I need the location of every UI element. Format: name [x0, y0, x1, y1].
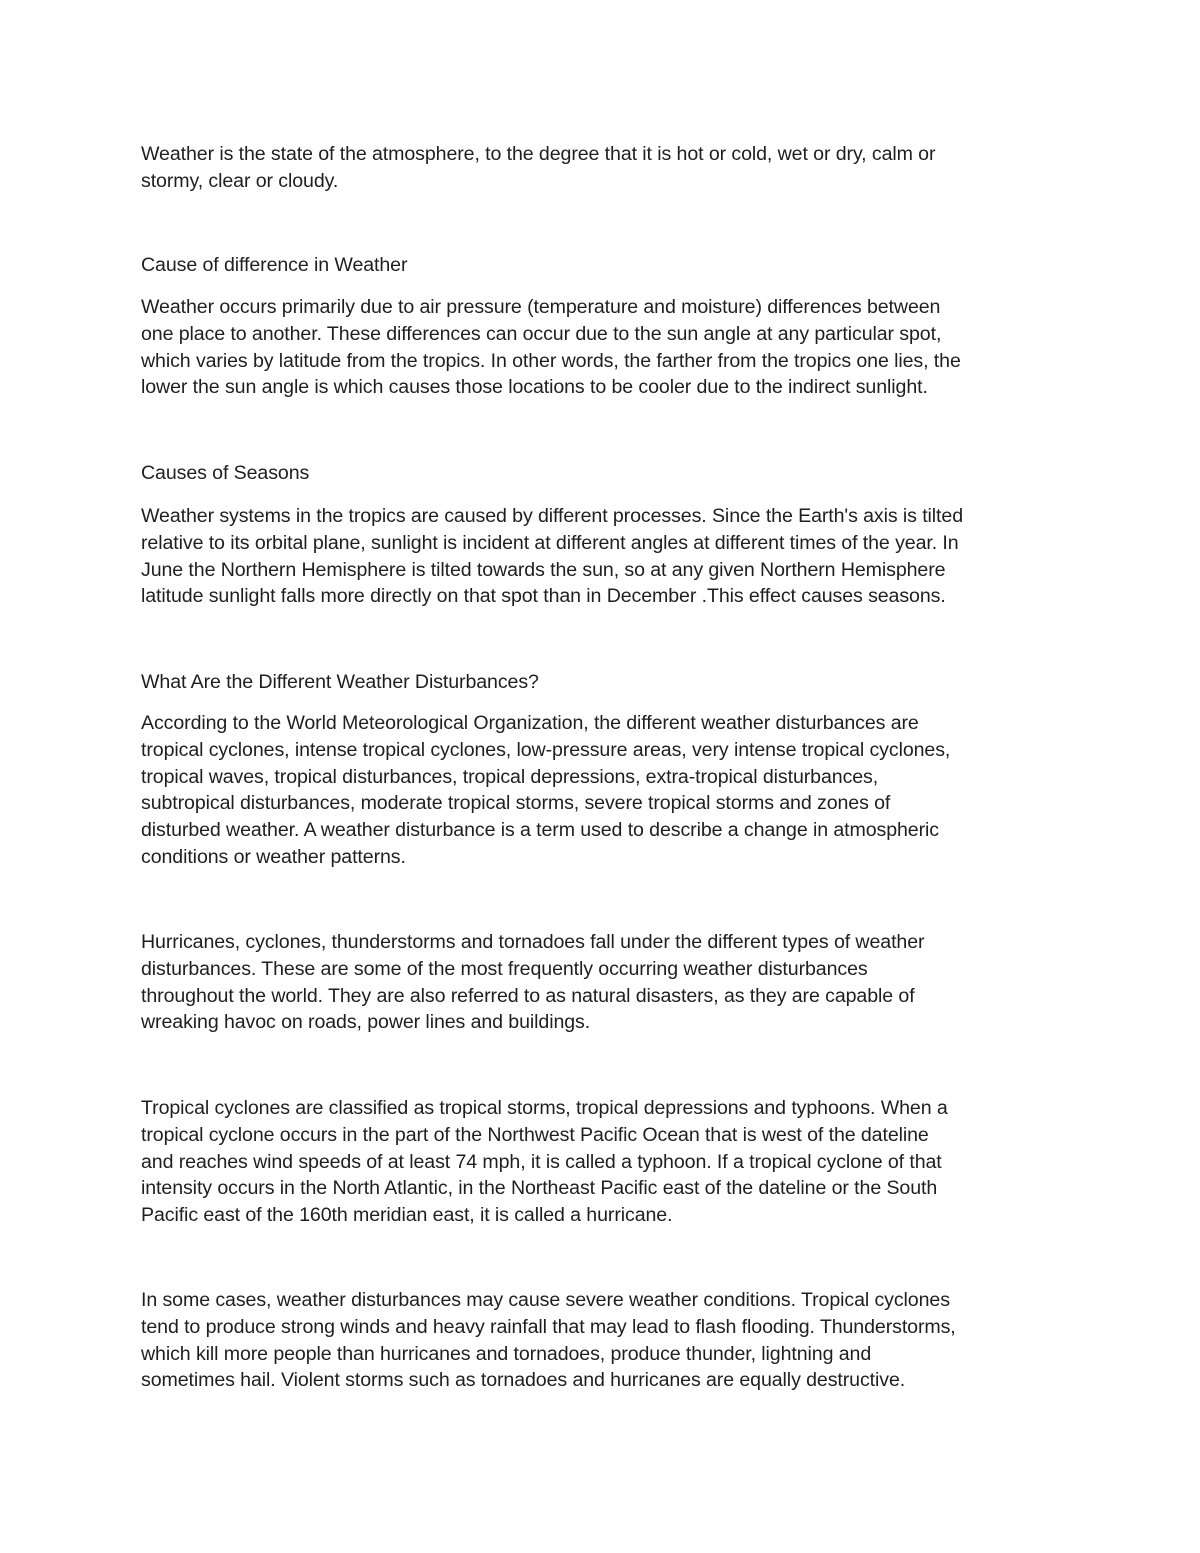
- body-line: tropical cyclone occurs in the part of the Northwest Pacific Ocean that is west of the dateline: [141, 1123, 929, 1146]
- body-line: In some cases, weather disturbances may cause severe weather conditions. Tropical cyclones: [141, 1289, 950, 1311]
- section-body-causes-of-seasons: [141, 503, 1066, 610]
- body-line: and reaches wind speeds of at least 74 mph, it is called a typhoon. If a tropical cyclone of that: [141, 1150, 942, 1173]
- paragraph-severe-weather: [141, 1287, 1066, 1394]
- body-line: conditions or weather patterns.: [141, 845, 406, 868]
- body-line: relative to its orbital plane, sunlight is incident at different angles at different times of the year. In: [141, 531, 959, 554]
- body-line: disturbances. These are some of the most frequently occurring weather disturbances: [141, 957, 868, 980]
- section-body-cause-of-difference: [141, 294, 1066, 401]
- body-line: disturbed weather. A weather disturbance is a term used to describe a change in atmospheric: [141, 819, 939, 842]
- section-body-weather-disturbances: [141, 710, 1066, 871]
- body-line: sometimes hail. Violent storms such as tornadoes and hurricanes are equally destructive.: [141, 1369, 906, 1392]
- body-line: June the Northern Hemisphere is tilted towards the sun, so at any given Northern Hemisphere: [141, 558, 946, 581]
- body-line: lower the sun angle is which causes those locations to be cooler due to the indirect sunlight.: [141, 376, 928, 399]
- intro-paragraph: [141, 141, 1066, 195]
- body-line: tend to produce strong winds and heavy rainfall that may lead to flash flooding. Thunderstorms,: [141, 1315, 956, 1338]
- body-line: Hurricanes, cyclones, thunderstorms and tornadoes fall under the different types of weather: [141, 931, 925, 953]
- body-line: latitude sunlight falls more directly on that spot than in December .This effect causes seasons.: [141, 585, 946, 608]
- intro-line: stormy, clear or cloudy.: [141, 169, 339, 192]
- body-line: Weather systems in the tropics are caused by different processes. Since the Earth's axis is tilted: [141, 505, 963, 527]
- paragraph-hurricanes: [141, 929, 1066, 1036]
- intro-line: Weather is the state of the atmosphere, to the degree that it is hot or cold, wet or dry, calm or: [141, 143, 936, 165]
- body-line: tropical cyclones, intense tropical cyclones, low-pressure areas, very intense tropical cyclones,: [141, 738, 951, 761]
- body-line: throughout the world. They are also referred to as natural disasters, as they are capable of: [141, 984, 915, 1007]
- section-heading-causes-of-seasons: Causes of Seasons: [141, 462, 310, 484]
- section-heading-weather-disturbances: What Are the Different Weather Disturbances?: [141, 671, 539, 693]
- section-heading-cause-of-difference: Cause of difference in Weather: [141, 254, 408, 276]
- body-line: intensity occurs in the North Atlantic, in the Northeast Pacific east of the dateline or the South: [141, 1177, 938, 1200]
- body-line: wreaking havoc on roads, power lines and buildings.: [141, 1011, 591, 1034]
- body-line: subtropical disturbances, moderate tropical storms, severe tropical storms and zones of: [141, 792, 891, 815]
- body-line: tropical waves, tropical disturbances, tropical depressions, extra-tropical disturbances,: [141, 765, 879, 788]
- paragraph-tropical-cyclones: [141, 1095, 1066, 1229]
- body-line: Weather occurs primarily due to air pressure (temperature and moisture) differences between: [141, 296, 941, 318]
- body-line: Tropical cyclones are classified as tropical storms, tropical depressions and typhoons. When a: [141, 1097, 948, 1119]
- body-line: which varies by latitude from the tropics. In other words, the farther from the tropics one lies, the: [141, 349, 961, 372]
- body-line: which kill more people than hurricanes and tornadoes, produce thunder, lightning and: [141, 1342, 872, 1365]
- body-line: According to the World Meteorological Organization, the different weather disturbances are: [141, 712, 919, 734]
- body-line: Pacific east of the 160th meridian east, it is called a hurricane.: [141, 1204, 673, 1227]
- body-line: one place to another. These differences can occur due to the sun angle at any particular spot,: [141, 322, 942, 345]
